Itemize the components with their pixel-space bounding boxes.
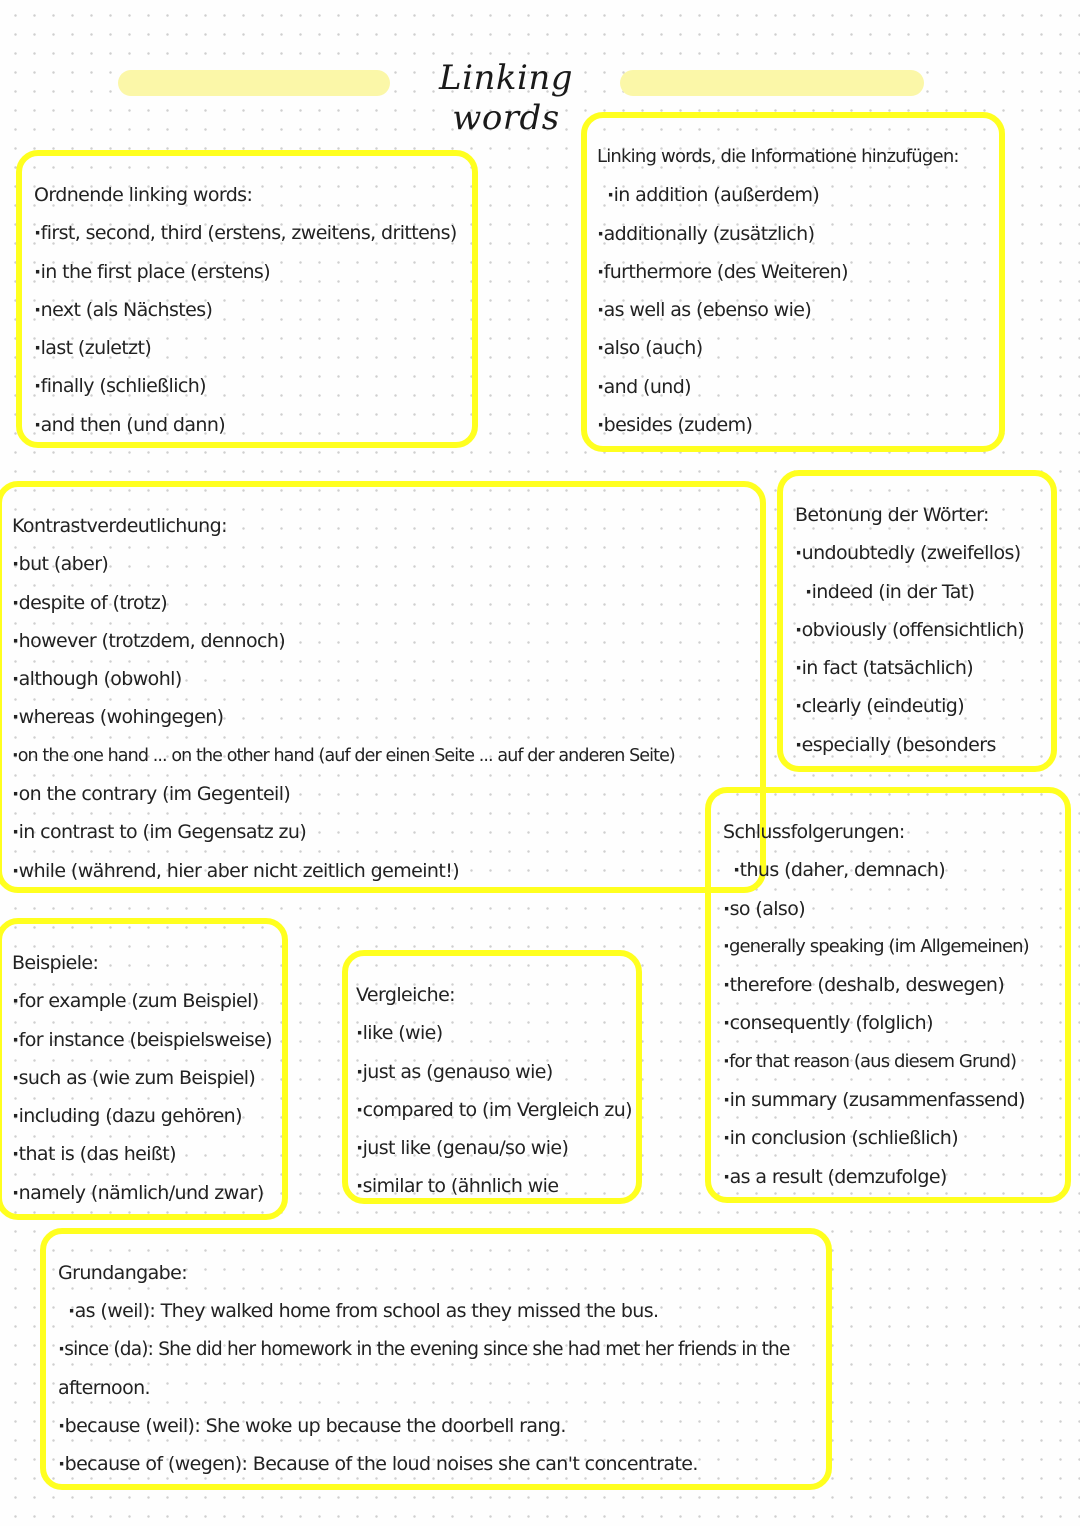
list-item: · such as (wie zum Beispiel) xyxy=(12,1059,282,1097)
list-item: · additionally (zusätzlich) xyxy=(597,215,999,253)
item-list xyxy=(58,1292,826,1483)
box-vergleiche xyxy=(342,950,642,1204)
list-item: · as well as (ebenso wie) xyxy=(597,291,999,329)
list-item: · in fact (tatsächlich) xyxy=(795,649,1051,687)
list-item: · furthermore (des Weiteren) xyxy=(597,253,999,291)
box-kontrast xyxy=(0,481,766,893)
box-ordnende xyxy=(16,150,478,448)
item-list xyxy=(723,851,1065,1196)
list-item: · undoubtedly (zweifellos) xyxy=(795,534,1051,572)
list-item: · besides (zudem) xyxy=(597,406,999,444)
list-item: · on the contrary (im Gegenteil) xyxy=(12,775,760,813)
list-item: · consequently (folglich) xyxy=(723,1004,1065,1042)
list-item: · first, second, third (erstens, zweitens, drittens) xyxy=(34,214,472,252)
list-item: · although (obwohl) xyxy=(12,660,760,698)
title-highlight-right xyxy=(620,70,924,96)
box-heading: Betonung der Wörter: xyxy=(795,504,989,526)
list-item: · similar to (ähnlich wie xyxy=(356,1167,636,1205)
list-item: · clearly (eindeutig) xyxy=(795,687,1051,725)
list-item: · next (als Nächstes) xyxy=(34,291,472,329)
list-item: · also (auch) xyxy=(597,329,999,367)
list-item: · on the one hand ... on the other hand (auf der einen Seite ... auf der anderen Seite) xyxy=(12,737,760,775)
list-item: · because of (wegen): Because of the loud noises she can't concentrate. xyxy=(58,1445,826,1483)
list-item: · indeed (in der Tat) xyxy=(795,573,1051,611)
list-item: · in the first place (erstens) xyxy=(34,253,472,291)
list-item: · and then (und dann) xyxy=(34,406,472,444)
list-item: · for example (zum Beispiel) xyxy=(12,982,282,1020)
list-item: · in contrast to (im Gegensatz zu) xyxy=(12,813,760,851)
list-item: · therefore (deshalb, deswegen) xyxy=(723,966,1065,1004)
box-grundangabe xyxy=(40,1228,832,1490)
list-item: · for instance (beispielsweise) xyxy=(12,1021,282,1059)
list-item: · just like (genau/so wie) xyxy=(356,1129,636,1167)
page-title: Linking words xyxy=(439,58,573,138)
list-item: · that is (das heißt) xyxy=(12,1135,282,1173)
list-item: · because (weil): She woke up because the doorbell rang. xyxy=(58,1407,826,1445)
box-heading: Ordnende linking words: xyxy=(34,184,253,206)
list-item: · including (dazu gehören) xyxy=(12,1097,282,1135)
list-item: · last (zuletzt) xyxy=(34,329,472,367)
list-item: · while (während, hier aber nicht zeitlich gemeint!) xyxy=(12,852,760,890)
list-item: · as a result (demzufolge) xyxy=(723,1158,1065,1196)
list-item-continuation: afternoon. xyxy=(58,1376,150,1399)
box-heading: Kontrastverdeutlichung: xyxy=(12,515,227,537)
list-item: · whereas (wohingegen) xyxy=(12,698,760,736)
list-item: · as (weil): They walked home from school as they missed the bus. xyxy=(58,1292,826,1330)
box-betonung xyxy=(777,470,1057,772)
item-list xyxy=(12,982,282,1212)
box-heading: Schlussfolgerungen: xyxy=(723,821,905,843)
list-item: · in conclusion (schließlich) xyxy=(723,1119,1065,1157)
item-list xyxy=(795,534,1051,764)
box-heading: Grundangabe: xyxy=(58,1262,188,1284)
list-item: · thus (daher, demnach) xyxy=(723,851,1065,889)
box-beispiele xyxy=(0,918,288,1220)
list-item: · and (und) xyxy=(597,368,999,406)
list-item: · obviously (offensichtlich) xyxy=(795,611,1051,649)
box-heading: Beispiele: xyxy=(12,952,99,974)
list-item: · namely (nämlich/und zwar) xyxy=(12,1174,282,1212)
title-area xyxy=(0,58,1080,138)
box-heading: Linking words, die Informatione hinzufügen: xyxy=(597,146,959,167)
list-item: · in addition (außerdem) xyxy=(597,176,999,214)
list-item: · just as (genauso wie) xyxy=(356,1053,636,1091)
list-item: · since (da): She did her homework in the evening since she had met her friends in the xyxy=(58,1331,826,1369)
box-schluss xyxy=(705,787,1071,1203)
box-hinzufuegen xyxy=(581,112,1005,452)
list-item: · for that reason (aus diesem Grund) xyxy=(723,1043,1065,1081)
list-item: · compared to (im Vergleich zu) xyxy=(356,1091,636,1129)
title-highlight-left xyxy=(118,70,390,96)
list-item: · in summary (zusammenfassend) xyxy=(723,1081,1065,1119)
list-item: · however (trotzdem, dennoch) xyxy=(12,622,760,660)
list-item: · but (aber) xyxy=(12,545,760,583)
item-list xyxy=(34,214,472,444)
list-item: · finally (schließlich) xyxy=(34,367,472,405)
list-item: · generally speaking (im Allgemeinen) xyxy=(723,928,1065,966)
box-heading: Vergleiche: xyxy=(356,984,455,1006)
item-list xyxy=(597,176,999,444)
list-item: · so (also) xyxy=(723,890,1065,928)
item-list xyxy=(12,545,760,890)
list-item: · especially (besonders xyxy=(795,726,1051,764)
list-item: · like (wie) xyxy=(356,1014,636,1052)
item-list xyxy=(356,1014,636,1205)
list-item: · despite of (trotz) xyxy=(12,584,760,622)
